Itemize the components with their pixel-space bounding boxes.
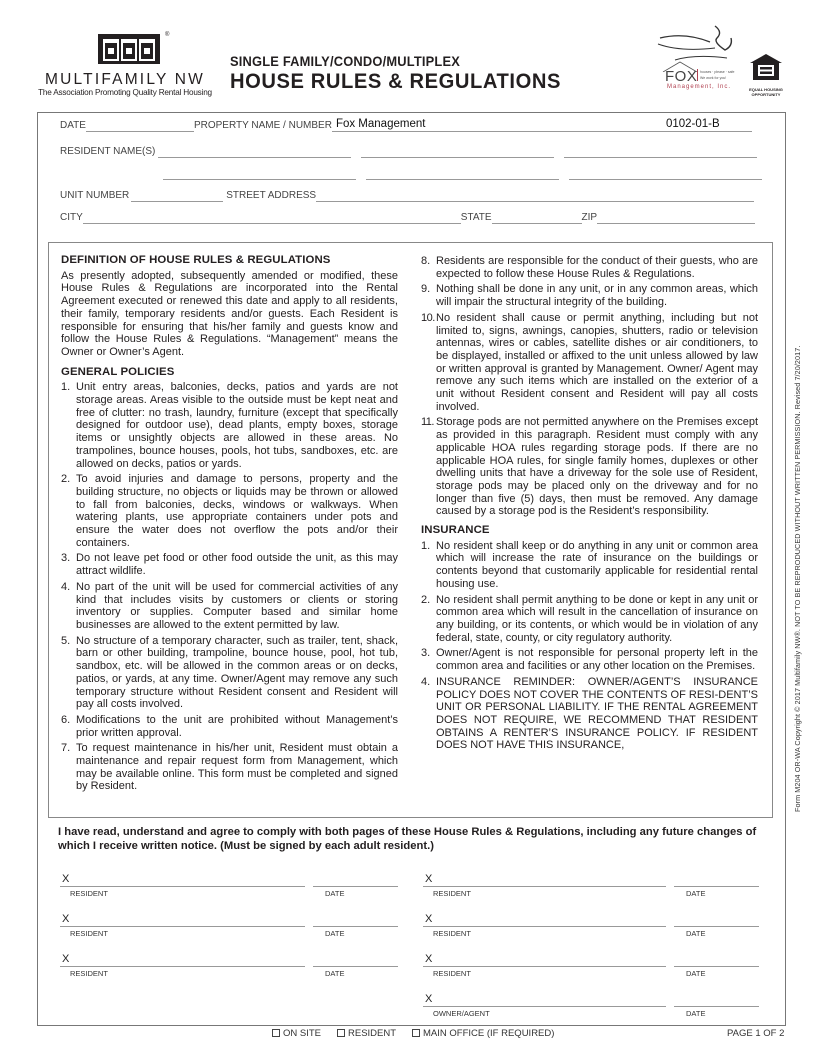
- houses-logo-icon: [98, 34, 160, 64]
- unit-number-field[interactable]: [131, 189, 223, 202]
- checkbox-icon[interactable]: [337, 1029, 345, 1037]
- resident-names-label: RESIDENT NAME(S): [60, 146, 156, 157]
- resident-name-field-1[interactable]: [158, 145, 351, 158]
- resident-names-row: [60, 145, 757, 158]
- policy-item: 3. Do not leave pet food or other food outside the unit, as this may attract wildlife.: [61, 552, 398, 578]
- city-state-zip-row: [60, 211, 755, 224]
- rules-left-column: [61, 254, 398, 796]
- checkbox-icon[interactable]: [272, 1029, 280, 1037]
- policy-item: 6. Modifications to the unit are prohibited without Management’s prior written approval.: [61, 713, 398, 739]
- fox-name: FOX: [665, 68, 698, 85]
- property-name-value: Fox Management: [335, 118, 426, 130]
- policy-item: 1. Unit entry areas, balconies, decks, patios and yards are not storage areas. Areas visible to the outside must be kept neat and free of clutter: no trash, laundry, furniture (except that specifically designed for outdoor use), dead plants, empty boxes, storage items or unsightly objects are allowed in these areas. No trampolines, bounce houses, pools, hot tubs, sandboxes, etc. are allowed on decks, patios or yards.: [61, 381, 398, 470]
- copy-resident-checkbox[interactable]: RESIDENT: [337, 1028, 396, 1039]
- insurance-item: 2. No resident shall permit anything to be done or kept in any unit or common area which will result in the cancellation of insurance on any building, or its contents, or which would be in violation of any federal, state, county, or city regulatory authority.: [421, 593, 758, 644]
- general-policies-heading: GENERAL POLICIES: [61, 365, 175, 378]
- city-label: CITY: [60, 212, 83, 223]
- resident-names-row-2: [163, 167, 762, 180]
- agreement-statement: I have read, understand and agree to comply with both pages of these House Rules & Regulations, including any future changes of which I receive written notice. (Must be signed by each adult resident.): [58, 826, 757, 852]
- resident-date-1[interactable]: DATE: [313, 873, 398, 898]
- resident-signature-6[interactable]: X RESIDENT: [423, 953, 666, 978]
- copyright-note: Form M204 OR-WA Copyright © 2017 Multifamily NW®. NOT TO BE REPRODUCED WITHOUT WRITTEN PERMISSION. Revised 7/20/2017.: [793, 345, 802, 812]
- resident-signature-4[interactable]: X RESIDENT: [423, 913, 666, 938]
- equal-housing-logo: EQUAL HOUSING OPPORTUNITY: [746, 53, 786, 97]
- resident-name-field-2[interactable]: [361, 145, 554, 158]
- document-main-title: HOUSE RULES & REGULATIONS: [230, 70, 562, 93]
- general-policies-list-continued: [421, 255, 758, 518]
- state-field[interactable]: [492, 211, 582, 224]
- resident-signature-5[interactable]: X RESIDENT: [60, 953, 305, 978]
- street-address-field[interactable]: [316, 189, 754, 202]
- date-property-row: [60, 119, 752, 132]
- resident-date-6[interactable]: DATE: [674, 953, 759, 978]
- zip-field[interactable]: [597, 211, 755, 224]
- resident-date-4[interactable]: DATE: [674, 913, 759, 938]
- fox-management-logo: FOX houses · please · safe We work for you! Management, Inc.: [655, 24, 737, 92]
- policy-item: 8. Residents are responsible for the conduct of their guests, who are expected to follow these House Rules & Regulations.: [421, 255, 758, 280]
- city-field[interactable]: [83, 211, 461, 224]
- checkbox-icon[interactable]: [412, 1029, 420, 1037]
- resident-signature-3[interactable]: X RESIDENT: [60, 913, 305, 938]
- property-field[interactable]: [332, 119, 752, 132]
- property-label: PROPERTY NAME / NUMBER: [193, 120, 332, 131]
- insurance-item: 3. Owner/Agent is not responsible for personal property left in the common area and facilities or any other location on the Premises.: [421, 647, 758, 673]
- unit-address-row: [60, 189, 754, 202]
- document-subtitle: SINGLE FAMILY/CONDO/MULTIPLEX: [230, 53, 461, 69]
- org-name: MULTIFAMILY NW: [45, 71, 205, 88]
- policy-item: 7. To request maintenance in his/her unit, Resident must obtain a maintenance and repair request form from Management, which may be available online. This form must be completed and signed by Resident.: [61, 742, 398, 793]
- policy-item: 2. To avoid injuries and damage to persons, property and the building structure, no objects or liquids may be thrown or allowed to fall from balconies, decks, windows or walkways. When watering plants, use appropriate containers under pots and ensure the water does not overflow the pots and/or their containers.: [61, 473, 398, 549]
- policy-item: 11. Storage pods are not permitted anywhere on the Premises except as provided in this paragraph. Resident must comply with any applicable HOA rules regarding storage pods. If there are no applicable HOA rules, for single family homes, duplexes or other dwelling units that have a driveway for the sole use of Resident, storage pods may be placed only on the driveway and for no longer than five (5) days, then must be removed. Any damage caused by a storage pod is the Resident’s responsibility.: [421, 416, 758, 518]
- policy-item: 9. Nothing shall be done in any unit, or in any common areas, which will impair the structural integrity of the building.: [421, 283, 758, 309]
- policy-item: 10. No resident shall cause or permit anything, including but not limited to, signs, awnings, canopies, shutters, radio or television antennas, wires or cables, satellite dishes or air conditioners, to be displayed, installed or affixed to the unit unless allowed by law or written approval is granted by Management. Owner/ Agent may remove any such items which are installed on the exterior of a unit without Resident consent and Resident will pay all costs involved.: [421, 311, 758, 413]
- date-field[interactable]: [86, 119, 194, 132]
- rules-box: [48, 242, 773, 818]
- date-label: DATE: [60, 120, 86, 131]
- general-policies-list: [61, 381, 398, 793]
- fox-swoosh-icon: [655, 24, 737, 72]
- multifamily-nw-logo: ® MULTIFAMILY NW The Association Promoting Quality Rental Housing: [35, 34, 215, 98]
- zip-label: ZIP: [581, 212, 598, 223]
- resident-name-field-3[interactable]: [564, 145, 757, 158]
- resident-name-field-6[interactable]: [569, 167, 762, 180]
- owner-agent-signature[interactable]: X OWNER/AGENT: [423, 993, 666, 1018]
- rules-right-column: [421, 255, 758, 755]
- resident-date-2[interactable]: DATE: [674, 873, 759, 898]
- copy-main-office-checkbox[interactable]: MAIN OFFICE (IF REQUIRED): [412, 1028, 554, 1039]
- policy-item: 4. No part of the unit will be used for commercial activities of any kind that includes visits by customers or clients or storing inventory or supplies. Computer based and similar home businesses are allowed to the extent permitted by law.: [61, 580, 398, 631]
- equal-housing-icon: [749, 53, 783, 81]
- resident-name-field-4[interactable]: [163, 167, 356, 180]
- insurance-heading: INSURANCE: [421, 524, 490, 537]
- org-tagline: The Association Promoting Quality Rental Housing: [38, 88, 212, 97]
- property-number-value: 0102-01-B: [665, 118, 720, 130]
- definition-heading: DEFINITION OF HOUSE RULES & REGULATIONS: [61, 254, 331, 266]
- copy-onsite-checkbox[interactable]: ON SITE: [272, 1028, 321, 1039]
- resident-signature-2[interactable]: X RESIDENT: [423, 873, 666, 898]
- insurance-item: 4. INSURANCE REMINDER: OWNER/AGENT’S INSURANCE POLICY DOES NOT COVER THE CONTENTS OF RESI-DENT’S UNIT OR PERSONAL LIABILITY. IF THE RENTAL AGREEMENT DOES NOT REQUIRE, WE RECOMMEND THAT RESIDENT OBTAINS A RENTER’S INSURANCE POLICY. IF RESIDENT DOES NOT HAVE THIS INSURANCE,: [421, 675, 758, 752]
- insurance-list: [421, 540, 758, 752]
- document-title: [230, 53, 575, 94]
- resident-name-field-5[interactable]: [366, 167, 559, 180]
- resident-signature-1[interactable]: X RESIDENT: [60, 873, 305, 898]
- unit-number-label: UNIT NUMBER: [60, 190, 130, 201]
- street-address-label: STREET ADDRESS: [226, 190, 317, 201]
- resident-date-5[interactable]: DATE: [313, 953, 398, 978]
- resident-date-3[interactable]: DATE: [313, 913, 398, 938]
- state-label: STATE: [460, 212, 492, 223]
- definition-text: As presently adopted, subsequently amended or modified, these House Rules & Regulations are incorporated into the Rental Agreement executed or renewed this date and apply to all residents, their family, temporary residents and/or guests. Each Resident is responsible for ensuring that his/her family and guests know and follow the House Rules & Regulations. “Management” means the Owner or Owner’s Agent.: [61, 269, 398, 358]
- insurance-item: 1. No resident shall keep or do anything in any unit or common area which will increase the rate of insurance on the buildings or contents beyond that customarily applicable for residential rental housing use.: [421, 539, 758, 590]
- fox-company: Management, Inc.: [667, 84, 732, 90]
- page-number: PAGE 1 OF 2: [727, 1028, 785, 1039]
- policy-item: 5. No structure of a temporary character, such as trailer, tent, shack, barn or other building, trampoline, bounce house, pool, hot tub, sandbox, etc. will be allowed in the common areas or on decks, patios, or yards, at any time. Owner/Agent may remove any such temporary structure without Resident consent and Resident will pay all costs involved.: [61, 634, 398, 711]
- owner-agent-date[interactable]: DATE: [674, 993, 759, 1018]
